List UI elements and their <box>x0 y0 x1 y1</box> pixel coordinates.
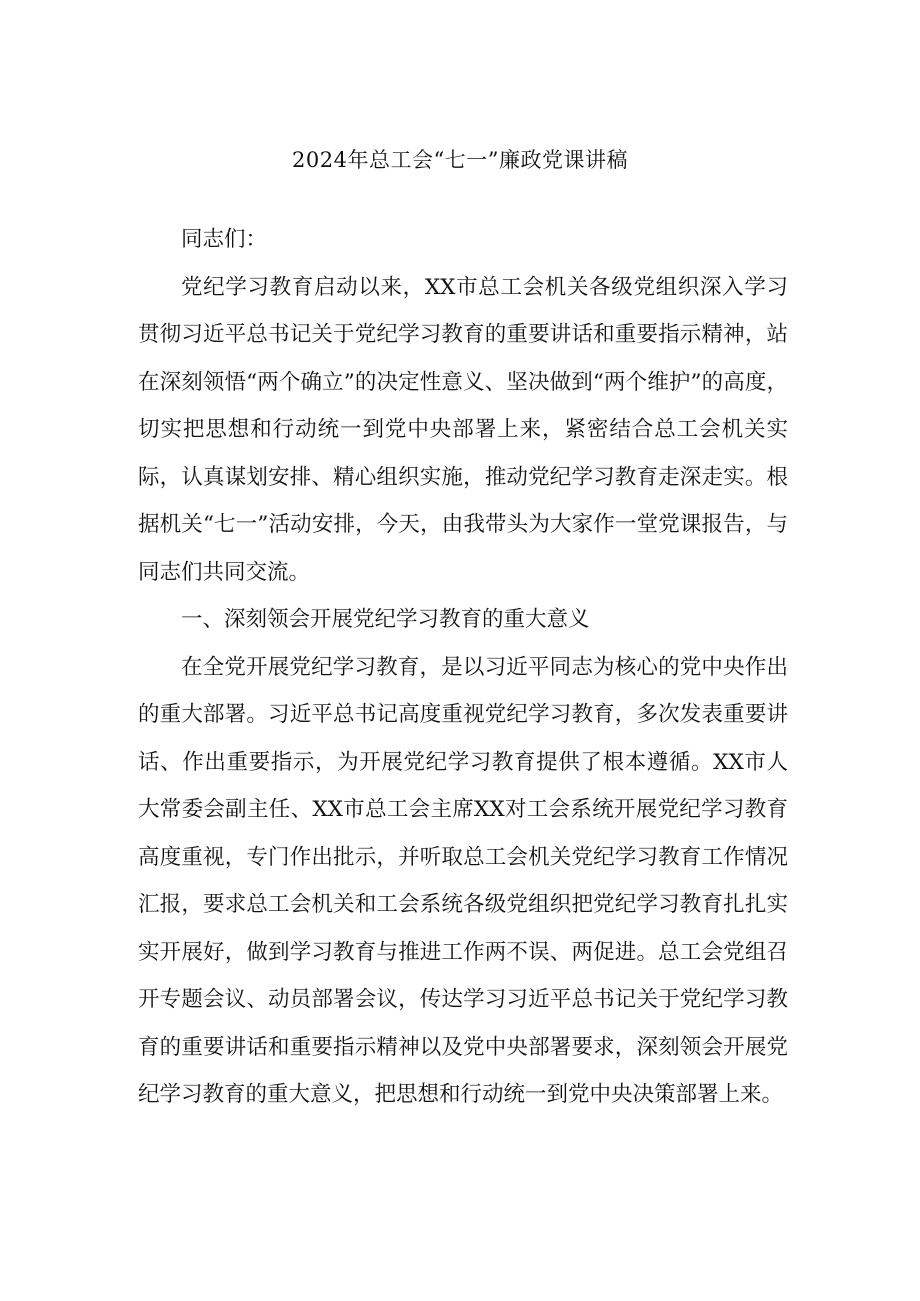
intro-paragraph: 党纪学习教育启动以来，XX市总工会机关各级党组织深入学习贯彻习近平总书记关于党纪学习教育的重要讲话和重要指示精神，站在深刻领悟“两个确立”的决定性意义、坚决做到“两个维护”的高度，切实把思想和行动统一到党中央部署上来，紧密结合总工会机关实际，认真谋划安排、精心组织实施，推动党纪学习教育走深走实。根据机关“七一”活动安排，今天，由我带头为大家作一堂党课报告，与同志们共同交流。 <box>138 274 788 585</box>
salutation: 同志们： <box>181 227 268 252</box>
section-paragraph: 在全党开展党纪学习教育，是以习近平同志为核心的党中央作出的重大部署。习近平总书记高度重视党纪学习教育，多次发表重要讲话、作出重要指示，为开展党纪学习教育提供了根本遵循。XX市人大常委会副主任、XX市总工会主席XX对工会系统开展党纪学习教育高度重视，专门作出批示，并听取总工会机关党纪学习教育工作情况汇报，要求总工会机关和工会系统各级党组织把党纪学习教育扎扎实实开展好，做到学习教育与推进工作两不误、两促进。总工会党组召开专题会议、动员部署会议，传达学习习近平总书记关于党纪学习教育的重要讲话和重要指示精神以及党中央部署要求，深刻领会开展党纪学习教育的重大意义，把思想和行动统一到党中央决策部署上来。 <box>138 654 788 1107</box>
section-heading: 一、深刻领会开展党纪学习教育的重大意义 <box>181 607 590 632</box>
document-title: 2024年总工会“七一”廉政党课讲稿 <box>292 148 628 172</box>
document-body <box>138 216 788 1119</box>
